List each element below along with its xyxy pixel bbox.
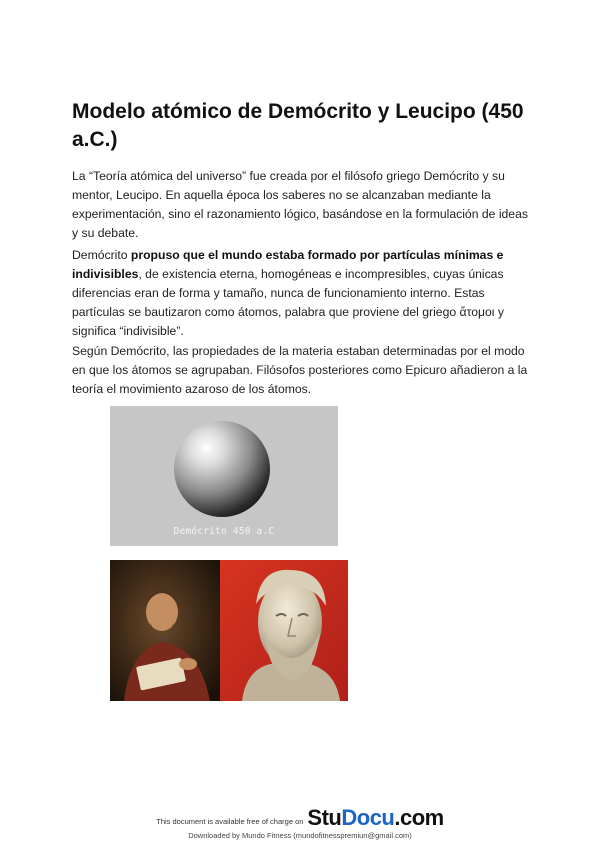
brand-com: .com xyxy=(394,805,444,830)
brand-stu: Stu xyxy=(307,805,342,830)
paragraph-democritus-rest: , de existencia eterna, homogéneas e incompresibles, cuyas únicas diferencias eran de forma y tamaño, nunca de funcionamiento interno. Estas partículas se bautizaron como átomos, palabra que proviene del griego ἄτομοι y significa “indivisible”. xyxy=(72,267,504,338)
brand-docu: Docu xyxy=(341,805,395,830)
paragraph-democritus-bold: propuso que el mundo estaba formado por partículas mínimas e indivisibles xyxy=(72,248,504,281)
footer-downloaded-by: Downloaded by Mundo Fitness (mundofitnesspremiun@gmail.com) xyxy=(188,831,412,840)
paragraph-intro: La “Teoría atómica del universo” fue creada por el filósofo griego Demócrito y su mentor, Leucipo. En aquella época los saberes no se alcanzaban mediante la experimentación, sino el razonamiento lógico, basándose en la formulación de ideas y su debate. xyxy=(72,169,528,240)
document-title: Modelo atómico de Demócrito y Leucipo (450 a.C.) xyxy=(72,100,524,151)
studocu-logo-link[interactable] xyxy=(307,805,443,831)
paragraph-democritus-lead: Demócrito xyxy=(72,248,131,262)
atom-sphere xyxy=(174,421,270,517)
figure-atom-sphere xyxy=(110,406,338,546)
footer-availability-text: This document is available free of charge on xyxy=(156,816,304,826)
painting-hand xyxy=(179,658,197,670)
portraits-graphic xyxy=(110,560,348,701)
figure-caption: Demócrito 450 a.C xyxy=(173,526,275,537)
footer-studocu xyxy=(0,806,600,830)
paragraph-democritus xyxy=(72,246,534,341)
figure-democritus-portraits xyxy=(110,560,348,701)
sphere-graphic xyxy=(110,406,338,546)
paragraph-properties: Según Demócrito, las propiedades de la materia estaban determinadas por el modo en que los átomos se agrupaban. Filósofos posteriores como Epicuro añadieron a la teoría el movimiento azaroso de los átomos. xyxy=(72,344,528,396)
